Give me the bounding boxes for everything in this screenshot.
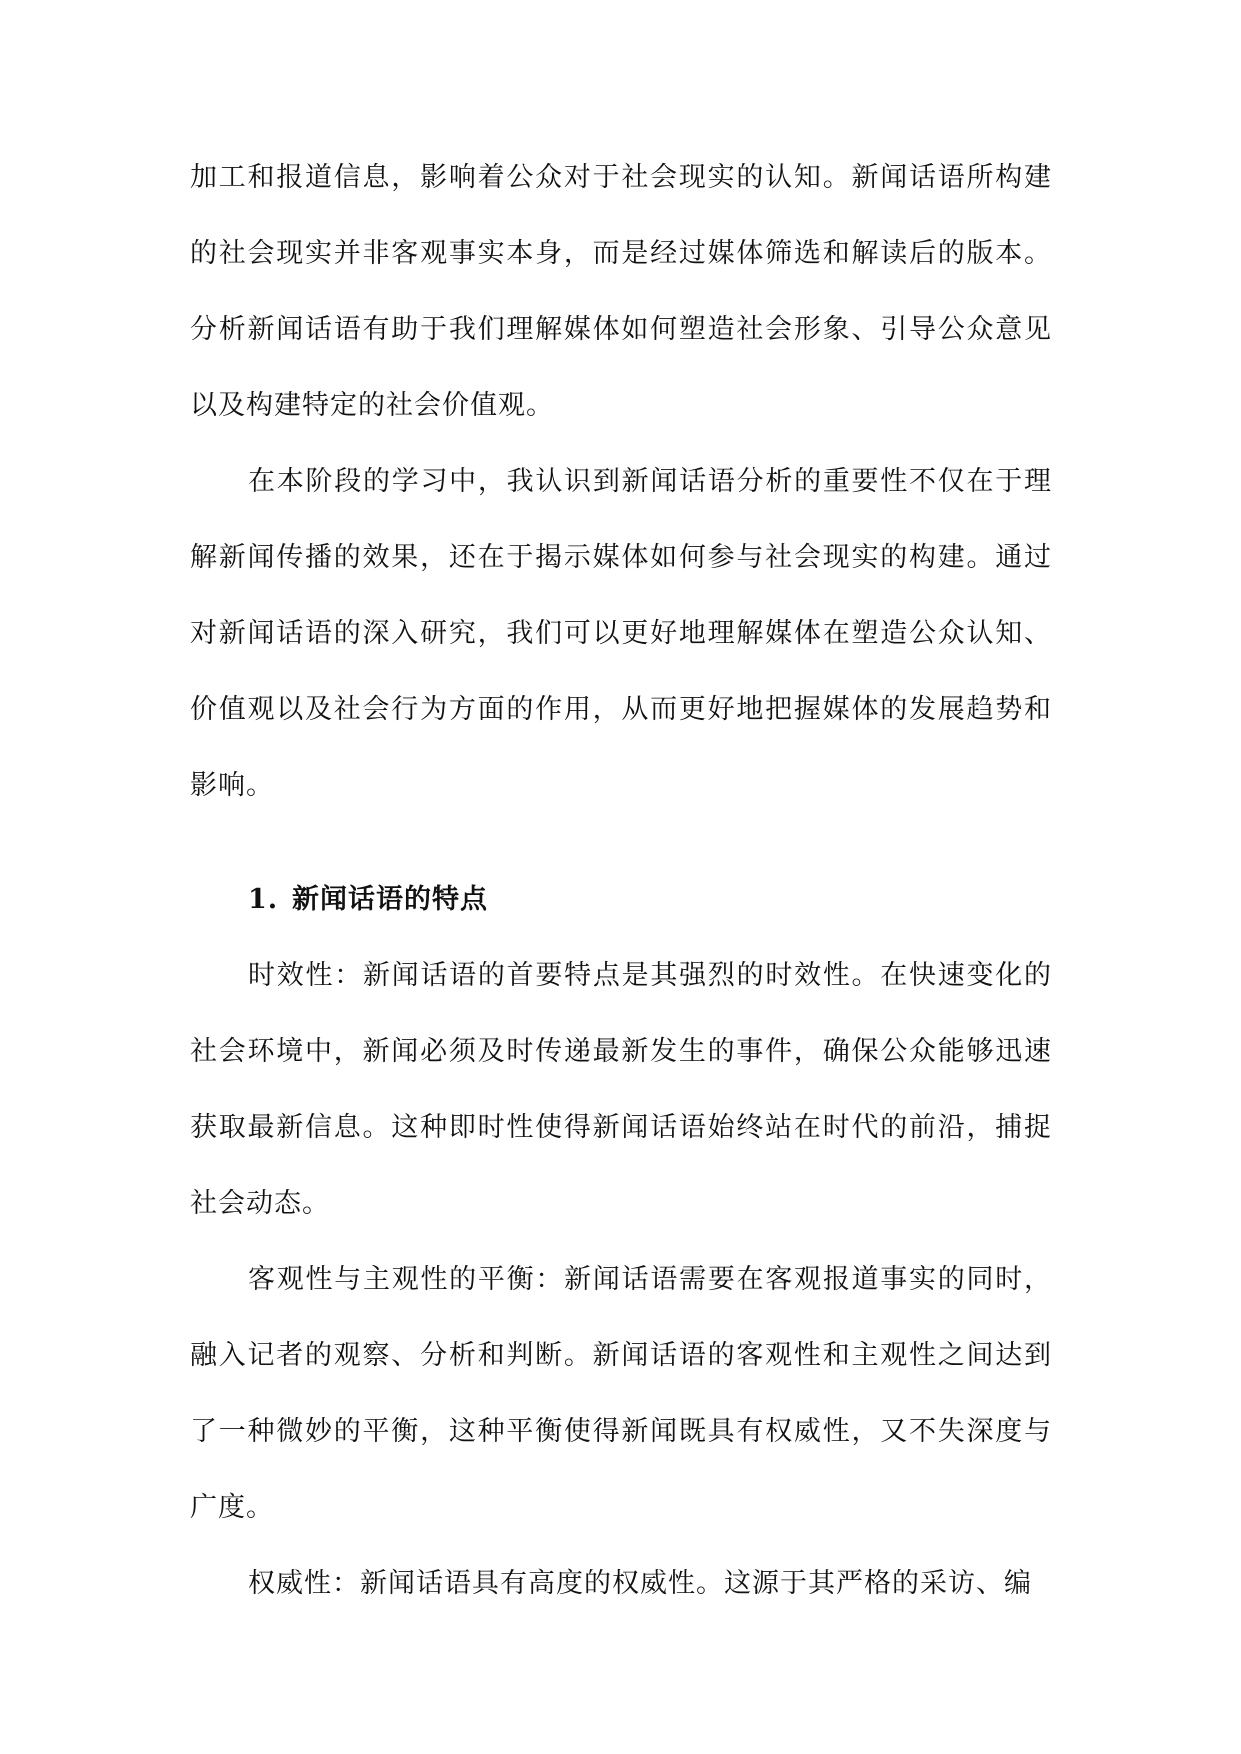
paragraph-objectivity-balance: 客观性与主观性的平衡：新闻话语需要在客观报道事实的同时，融入记者的观察、分析和判断。新闻话语的客观性和主观性之间达到了一种微妙的平衡，这种平衡使得新闻既具有权威性，又不失深度与广度。 [190, 1264, 1052, 1523]
paragraph-authority: 权威性：新闻话语具有高度的权威性。这源于其严格的采访、编 [248, 1568, 1032, 1599]
document-body [190, 140, 1052, 1622]
section-heading [190, 862, 1052, 938]
paragraph-continued: 加工和报道信息，影响着公众对于社会现实的认知。新闻话语所构建的社会现实并非客观事实本身，而是经过媒体筛选和解读后的版本。分析新闻话语有助于我们理解媒体如何塑造社会形象、引导公众意见以及构建特定的社会价值观。 [190, 162, 1052, 421]
section-title: 新闻话语的特点 [292, 884, 488, 915]
paragraph-learning-reflection: 在本阶段的学习中，我认识到新闻话语分析的重要性不仅在于理解新闻传播的效果，还在于揭示媒体如何参与社会现实的构建。通过对新闻话语的深入研究，我们可以更好地理解媒体在塑造公众认知、价值观以及社会行为方面的作用，从而更好地把握媒体的发展趋势和影响。 [190, 466, 1052, 801]
section-number: 1. [248, 884, 279, 915]
paragraph-timeliness: 时效性：新闻话语的首要特点是其强烈的时效性。在快速变化的社会环境中，新闻必须及时传递最新发生的事件，确保公众能够迅速获取最新信息。这种即时性使得新闻话语始终站在时代的前沿，捕捉社会动态。 [190, 960, 1052, 1219]
